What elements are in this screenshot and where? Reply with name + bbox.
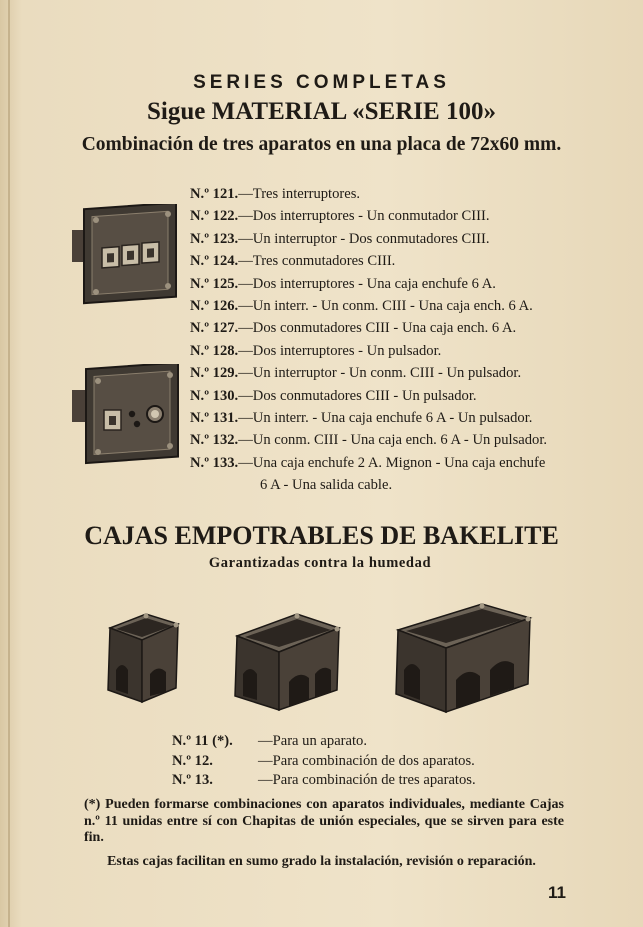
list-item: [190, 385, 610, 407]
closing-remark: Estas cajas facilitan en sumo grado la instalación, revisión o reparación.: [107, 854, 536, 869]
box-triple-illustration: [394, 600, 534, 716]
item-text: —Dos interruptores - Un conmutador CIII.: [238, 208, 490, 225]
box-double-illustration: [231, 610, 343, 714]
item-text: —Tres interruptores.: [238, 186, 361, 202]
item-code: N.º 133.: [190, 454, 239, 471]
item-code: N.º 126.: [190, 298, 239, 315]
item-text: —Un interr. - Una caja enchufe 6 A - Un pulsador.: [238, 410, 533, 427]
list-item: [190, 429, 610, 451]
list-item: [190, 407, 610, 429]
item-text: —Un interruptor - Un conm. CIII - Un pulsador.: [238, 365, 522, 382]
item-code: N.º 124.: [190, 253, 239, 270]
list-item: [190, 362, 610, 384]
cajas-subtitle: Garantizadas contra la humedad: [208, 555, 432, 571]
item-code: N.º 122.: [190, 208, 239, 225]
list-item: [190, 295, 610, 317]
series-title: SERIES COMPLETAS: [193, 72, 450, 93]
list-item: [190, 317, 610, 339]
list-item: [190, 183, 610, 205]
item-code: N.º 127.: [190, 320, 239, 337]
item-text: —Una caja enchufe 2 A. Mignon - Una caja enchufe: [238, 454, 546, 471]
cajas-list: [172, 732, 476, 791]
item-text: —Dos conmutadores CIII - Un pulsador.: [238, 387, 477, 404]
plate-description: Combinación de tres aparatos en una placa de 72x60 mm.: [81, 134, 562, 155]
combination-list: [190, 183, 610, 497]
item-code: N.º 131.: [190, 410, 239, 427]
item-code: N.º 11 (*).: [172, 733, 233, 749]
footnote: (*) Pueden formarse combinaciones con aparatos individuales, mediante Cajas n.º 11 unidas entre sí con Chapitas de unión especiales, que se sirven para este fin.: [84, 797, 564, 845]
box-single-illustration: [102, 610, 182, 706]
item-text: —Un conm. CIII - Una caja ench. 6 A - Un pulsador.: [238, 432, 548, 449]
page-number: 11: [548, 883, 566, 902]
item-text: —Para un aparato.: [258, 733, 368, 749]
list-item-continuation: 6 A - Una salida cable.: [260, 477, 393, 494]
item-code: N.º 121.: [190, 186, 239, 202]
item-text: —Un interruptor - Dos conmutadores CIII.: [238, 230, 490, 247]
list-item: [172, 732, 476, 752]
list-item: [190, 452, 610, 474]
three-switch-plate-illustration: [72, 204, 180, 308]
item-code: N.º 130.: [190, 387, 239, 404]
item-code: N.º 129.: [190, 365, 239, 382]
list-item: [190, 250, 610, 272]
item-code: N.º 12.: [172, 752, 213, 769]
item-text: —Para combinación de tres aparatos.: [258, 772, 476, 788]
list-item: [190, 340, 610, 362]
item-code: N.º 125.: [190, 275, 239, 292]
item-code: N.º 123.: [190, 230, 239, 247]
item-text: —Un interr. - Un conm. CIII - Una caja ench. 6 A.: [238, 298, 533, 315]
list-item: [172, 771, 476, 791]
item-code: N.º 128.: [190, 342, 239, 359]
item-text: —Tres conmutadores CIII.: [238, 253, 396, 270]
list-item: [190, 228, 610, 250]
item-text: —Dos interruptores - Una caja enchufe 6 A.: [238, 275, 496, 292]
item-text: —Dos conmutadores CIII - Una caja ench. 6 A.: [238, 320, 517, 337]
list-item: [190, 273, 610, 295]
list-item: [190, 205, 610, 227]
list-item: [172, 752, 476, 772]
mixed-plate-illustration: [72, 364, 182, 468]
item-text: —Para combinación de dos aparatos.: [258, 752, 475, 769]
item-text: —Dos interruptores - Un pulsador.: [238, 342, 442, 359]
cajas-title: CAJAS EMPOTRABLES DE BAKELITE: [84, 521, 559, 550]
item-code: N.º 13.: [172, 772, 213, 788]
item-code: N.º 132.: [190, 432, 239, 449]
material-subtitle: Sigue MATERIAL «SERIE 100»: [147, 98, 496, 125]
